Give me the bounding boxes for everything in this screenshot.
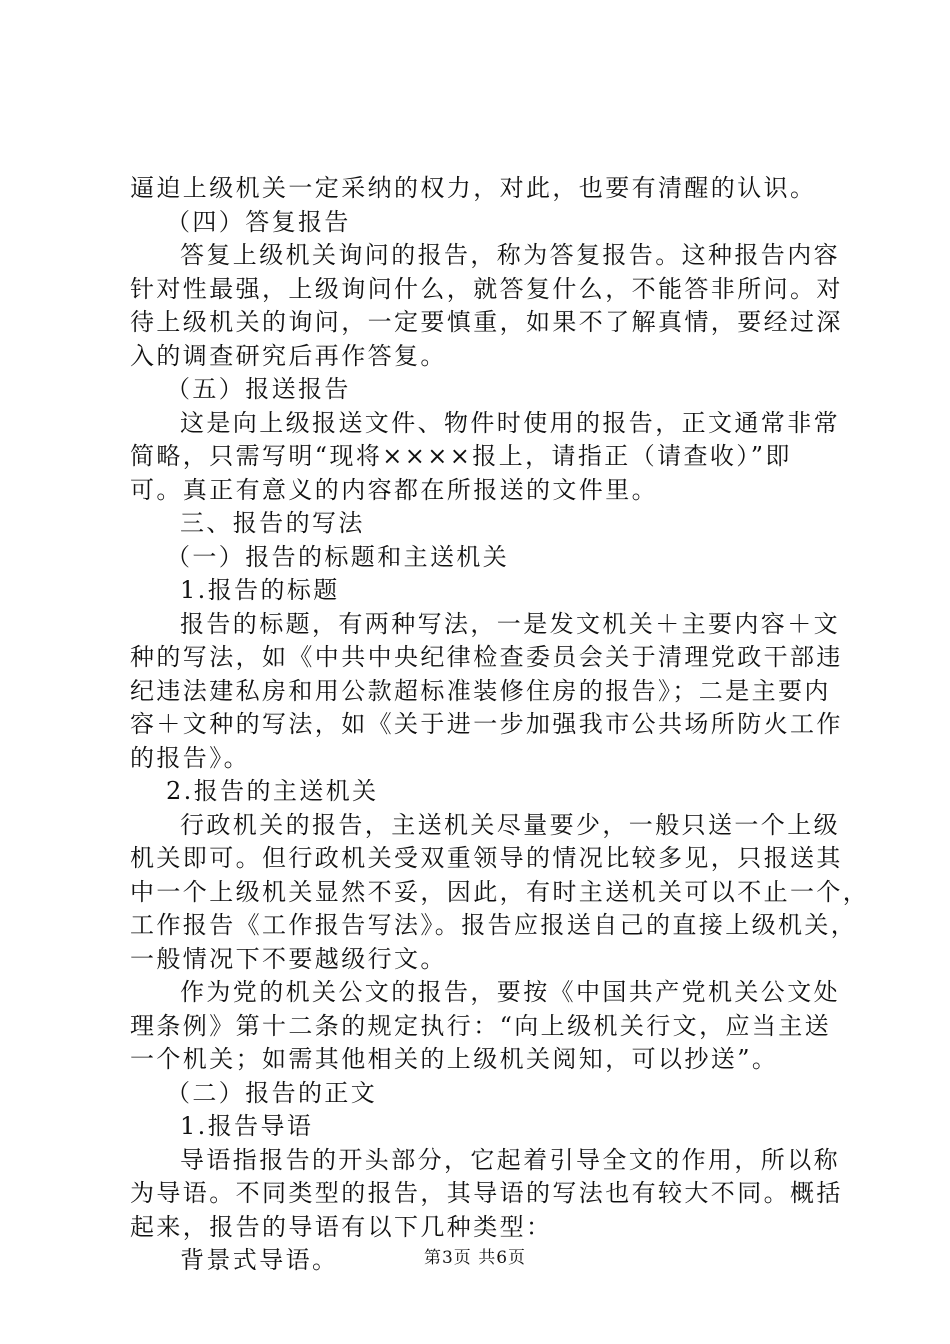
text-line: 为导语。不同类型的报告，其导语的写法也有较大不同。概括	[130, 1179, 843, 1207]
text-line: 理条例》第十二条的规定执行：“向上级机关行文，应当主送	[130, 1011, 832, 1040]
text-line: 2.报告的主送机关	[166, 777, 379, 805]
text-line: 中一个上级机关显然不妥，因此，有时主送机关可以不止一个，	[130, 877, 870, 906]
text-line: 简略，只需写明“现将××××报上，请指正（请查收）”即	[130, 442, 792, 470]
text-line: （一）报告的标题和主送机关	[166, 542, 510, 571]
text-line: 1.报告的标题	[180, 576, 340, 604]
text-line: 针对性最强，上级询问什么，就答复什么，不能答非所问。对	[130, 274, 843, 303]
text-line: 逼迫上级机关一定采纳的权力，对此，也要有清醒的认识。	[130, 174, 817, 202]
text-line: 的报告》。	[130, 743, 250, 772]
text-line: （五）报送报告	[166, 375, 351, 403]
text-line: 背景式导语。	[180, 1246, 339, 1274]
text-line: 作为党的机关公文的报告，要按《中国共产党机关公文处	[180, 978, 840, 1006]
text-line: 工作报告《工作报告写法》。报告应报送自己的直接上级机关，	[130, 911, 858, 939]
text-line: 纪违法建私房和用公款超标准装修住房的报告》；二是主要内	[130, 676, 831, 705]
text-line: 答复上级机关询问的报告，称为答复报告。这种报告内容	[180, 241, 840, 269]
text-line: 1.报告导语	[180, 1112, 314, 1140]
text-line: （二）报告的正文	[166, 1078, 378, 1107]
text-line: 这是向上级报送文件、物件时使用的报告，正文通常非常	[180, 408, 840, 437]
text-line: 起来，报告的导语有以下几种类型：	[130, 1212, 553, 1241]
text-line: 种的写法，如《中共中央纪律检查委员会关于清理党政干部违	[130, 643, 843, 671]
text-line: 容＋文种的写法，如《关于进一步加强我市公共场所防火工作	[130, 710, 843, 738]
text-line: 导语指报告的开头部分，它起着引导全文的作用，所以称	[180, 1145, 840, 1174]
page-footer: 第3页 共6页	[423, 1248, 527, 1268]
text-line: 入的调查研究后再作答复。	[130, 341, 447, 370]
text-line: （四）答复报告	[166, 207, 351, 236]
text-line: 一般情况下不要越级行文。	[130, 944, 447, 973]
text-line: 机关即可。但行政机关受双重领导的情况比较多见，只报送其	[130, 844, 843, 872]
text-line: 报告的标题，有两种写法，一是发文机关＋主要内容＋文	[180, 609, 840, 638]
text-line: 可。真正有意义的内容都在所报送的文件里。	[130, 475, 658, 504]
text-line: 行政机关的报告，主送机关尽量要少，一般只送一个上级	[180, 810, 840, 839]
document-body	[130, 172, 870, 1278]
text-line: 待上级机关的询问，一定要慎重，如果不了解真情，要经过深	[130, 308, 843, 336]
text-line: 一个机关；如需其他相关的上级机关阅知，可以抄送”。	[130, 1045, 779, 1073]
text-line: 三、报告的写法	[180, 509, 365, 537]
